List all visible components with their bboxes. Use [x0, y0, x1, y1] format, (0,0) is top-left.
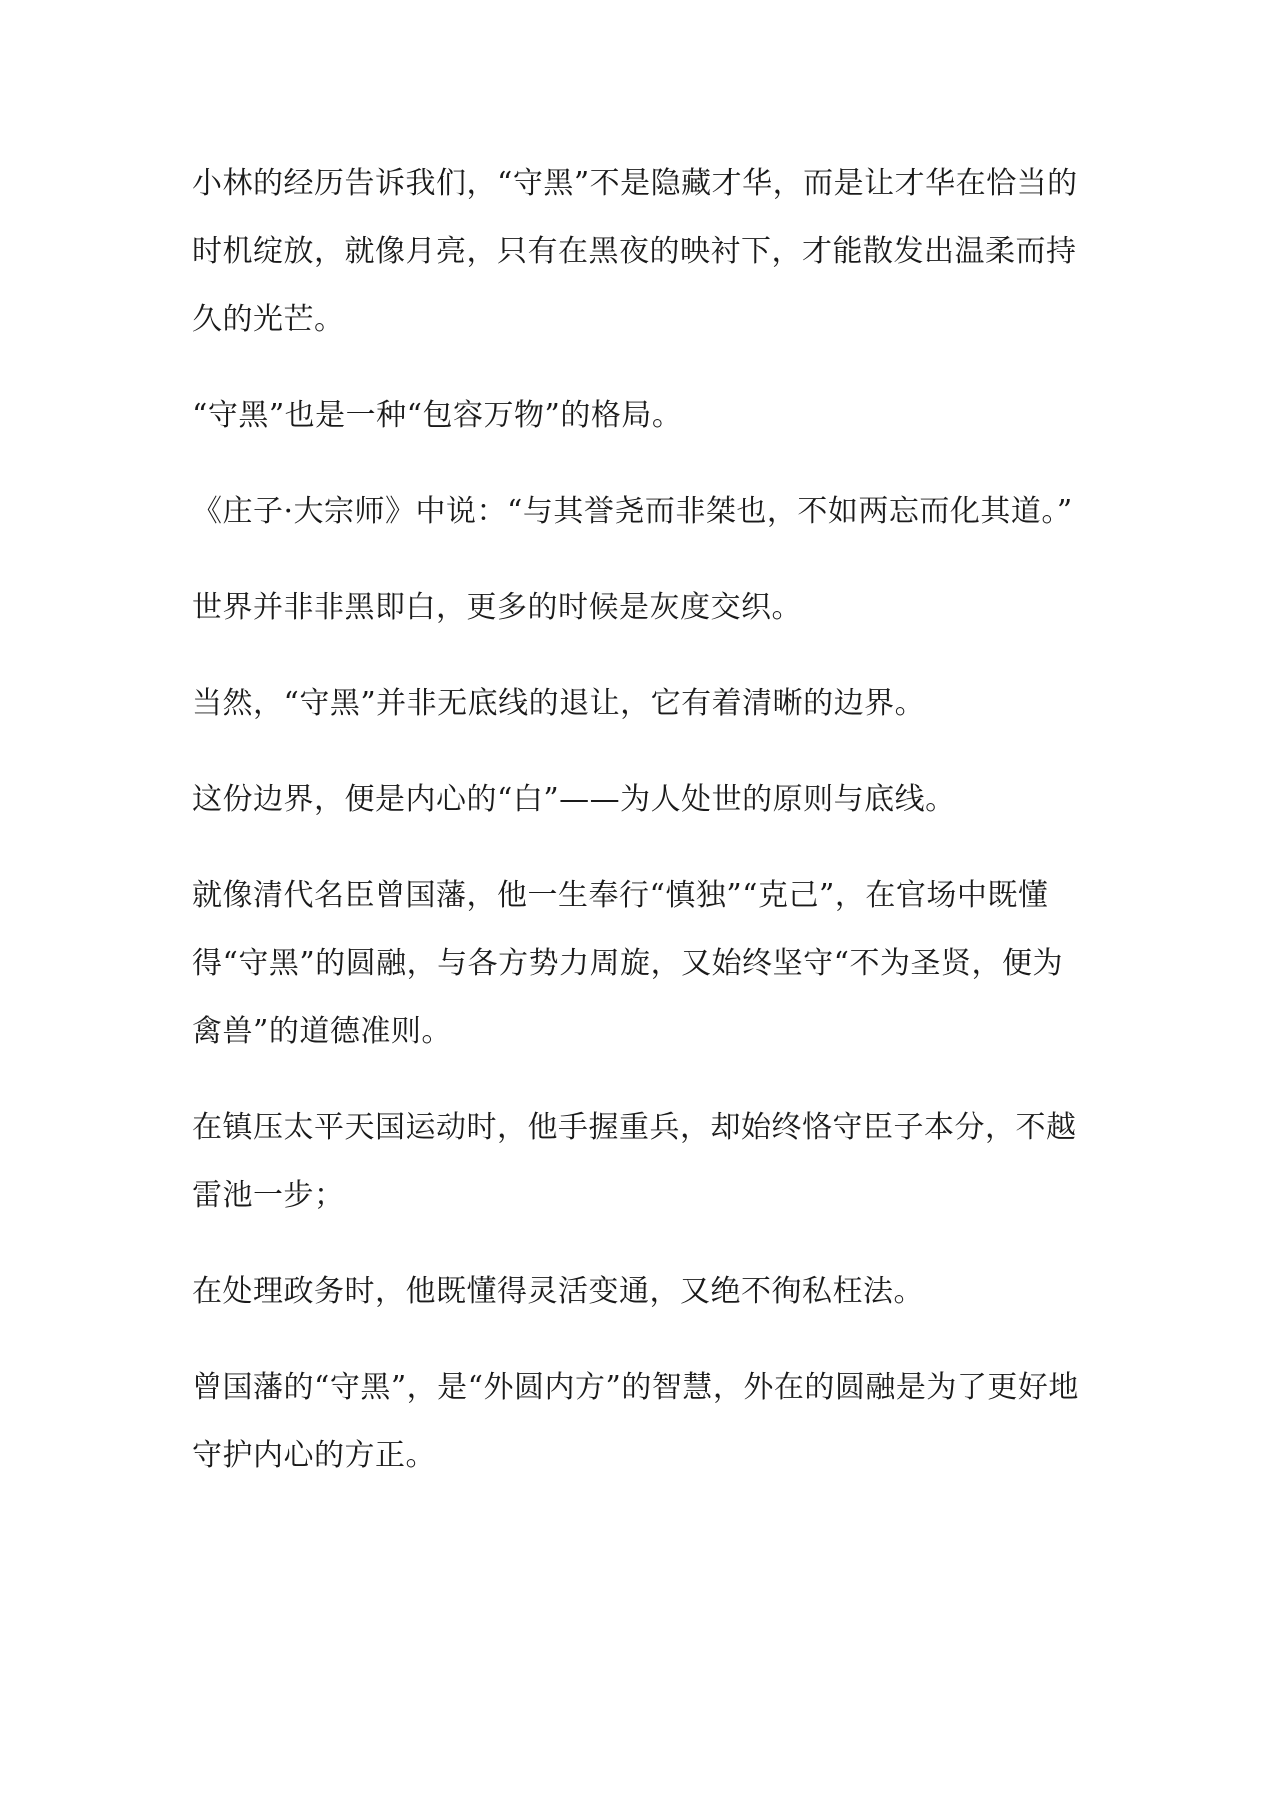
paragraph-10: 曾国藩的“守黑”，是“外圆内方”的智慧，外在的圆融是为了更好地守护内心的方正。	[192, 1370, 1079, 1473]
paragraph-5: 当然，“守黑”并非无底线的退让，它有着清晰的边界。	[192, 686, 926, 721]
paragraph-8: 在镇压太平天国运动时，他手握重兵，却始终恪守臣子本分，不越雷池一步；	[192, 1110, 1077, 1213]
paragraph-7: 就像清代名臣曾国藩，他一生奉行“慎独”“克己”，在官场中既懂得“守黑”的圆融，与各方势力周旋，又始终坚守“不为圣贤，便为禽兽”的道德准则。	[192, 878, 1064, 1049]
paragraph-2: “守黑”也是一种“包容万物”的格局。	[192, 398, 683, 433]
paragraph-4: 世界并非非黑即白，更多的时候是灰度交织。	[192, 590, 802, 625]
paragraph-3: 《庄子·大宗师》中说：“与其誉尧而非桀也，不如两忘而化其道。”	[192, 494, 1073, 529]
paragraph-9: 在处理政务时，他既懂得灵活变通，又绝不徇私枉法。	[192, 1274, 924, 1309]
document-body	[192, 150, 1082, 1518]
paragraph-1: 小林的经历告诉我们，“守黑”不是隐藏才华，而是让才华在恰当的时机绽放，就像月亮，只有在黑夜的映衬下，才能散发出温柔而持久的光芒。	[192, 166, 1078, 337]
paragraph-6: 这份边界，便是内心的“白”——为人处世的原则与底线。	[192, 782, 956, 817]
